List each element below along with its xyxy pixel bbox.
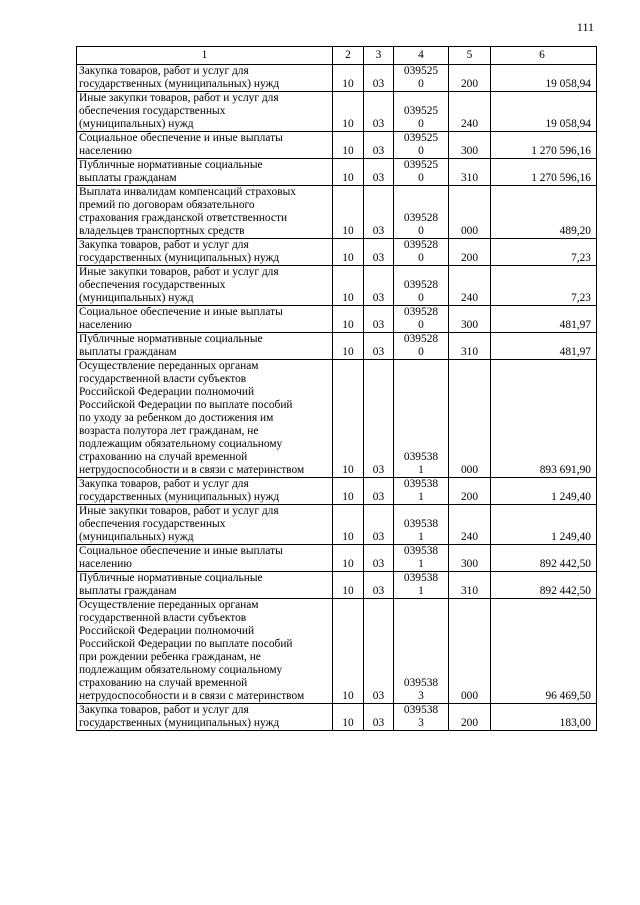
column-header-4: 4 <box>394 47 449 65</box>
target-article-line: 0 <box>418 145 424 157</box>
subsection-cell: 03 <box>364 306 394 333</box>
item-description-line: (муниципальных) нужд <box>79 118 194 130</box>
table-row <box>77 306 597 333</box>
expense-type-cell: 310 <box>449 572 491 599</box>
target-article-cell <box>394 599 449 704</box>
amount-cell: 892 442,50 <box>491 572 597 599</box>
item-description-cell <box>77 306 333 333</box>
item-description-line: Осуществление переданных органам <box>79 360 259 372</box>
expense-type-cell: 200 <box>449 704 491 731</box>
section-cell: 10 <box>333 239 364 266</box>
expense-type-cell: 310 <box>449 159 491 186</box>
item-description-line: государственной власти субъектов <box>79 373 247 385</box>
item-description-line: нетрудоспособности и в связи с материнством <box>79 464 305 476</box>
target-article-line: 039538 <box>403 572 439 584</box>
target-article-cell <box>394 306 449 333</box>
target-article-cell <box>394 186 449 239</box>
target-article-cell <box>394 266 449 306</box>
section-cell: 10 <box>333 704 364 731</box>
item-description-line: подлежащим обязательному социальному <box>79 438 283 450</box>
item-description-line: страхованию на случай временной <box>79 677 248 689</box>
table-row <box>77 186 597 239</box>
section-cell: 10 <box>333 266 364 306</box>
column-header-1: 1 <box>77 47 333 65</box>
amount-cell: 1 249,40 <box>491 505 597 545</box>
target-article-line: 039528 <box>403 306 439 318</box>
item-description-line: Публичные нормативные социальные <box>79 159 263 171</box>
subsection-cell: 03 <box>364 92 394 132</box>
amount-cell: 1 270 596,16 <box>491 159 597 186</box>
target-article-line: 039528 <box>403 279 439 291</box>
item-description-cell <box>77 572 333 599</box>
expense-type-cell: 200 <box>449 65 491 92</box>
target-article-line: 039525 <box>403 132 439 144</box>
table-row <box>77 266 597 306</box>
item-description-cell <box>77 186 333 239</box>
amount-cell: 892 442,50 <box>491 545 597 572</box>
item-description-cell <box>77 159 333 186</box>
section-cell: 10 <box>333 132 364 159</box>
expense-type-cell: 240 <box>449 266 491 306</box>
amount-cell: 19 058,94 <box>491 65 597 92</box>
expense-type-cell: 240 <box>449 505 491 545</box>
target-article-line: 039538 <box>403 451 439 463</box>
section-cell: 10 <box>333 92 364 132</box>
target-article-line: 0 <box>418 252 424 264</box>
item-description-line: Российской Федерации полномочий <box>79 625 255 637</box>
item-description-cell <box>77 92 333 132</box>
target-article-line: 039528 <box>403 333 439 345</box>
target-article-cell <box>394 132 449 159</box>
section-cell: 10 <box>333 360 364 478</box>
amount-cell: 7,23 <box>491 239 597 266</box>
target-article-cell <box>394 92 449 132</box>
column-header-3: 3 <box>364 47 394 65</box>
target-article-cell <box>394 239 449 266</box>
item-description-line: обеспечения государственных <box>79 105 226 117</box>
item-description-line: страхования гражданской ответственности <box>79 212 288 224</box>
table-row <box>77 65 597 92</box>
item-description-line: Закупка товаров, работ и услуг для <box>79 239 249 251</box>
section-cell: 10 <box>333 545 364 572</box>
target-article-cell <box>394 478 449 505</box>
item-description-cell <box>77 266 333 306</box>
subsection-cell: 03 <box>364 572 394 599</box>
target-article-line: 0 <box>418 172 424 184</box>
target-article-line: 0 <box>418 225 424 237</box>
item-description-cell <box>77 478 333 505</box>
item-description-line: выплаты гражданам <box>79 172 177 184</box>
amount-cell: 481,97 <box>491 306 597 333</box>
item-description-line: Социальное обеспечение и иные выплаты <box>79 306 283 318</box>
target-article-cell <box>394 704 449 731</box>
amount-cell: 183,00 <box>491 704 597 731</box>
target-article-line: 039525 <box>403 105 439 117</box>
subsection-cell: 03 <box>364 545 394 572</box>
column-header-5: 5 <box>449 47 491 65</box>
expense-type-cell: 300 <box>449 306 491 333</box>
section-cell: 10 <box>333 159 364 186</box>
subsection-cell: 03 <box>364 159 394 186</box>
item-description-line: Российской Федерации полномочий <box>79 386 255 398</box>
table-row <box>77 599 597 704</box>
item-description-line: Выплата инвалидам компенсаций страховых <box>79 186 296 198</box>
expense-type-cell: 200 <box>449 239 491 266</box>
table-row <box>77 239 597 266</box>
target-article-cell <box>394 545 449 572</box>
column-header-2: 2 <box>333 47 364 65</box>
subsection-cell: 03 <box>364 704 394 731</box>
expense-type-cell: 000 <box>449 599 491 704</box>
item-description-line: населению <box>79 558 132 570</box>
amount-cell: 481,97 <box>491 333 597 360</box>
subsection-cell: 03 <box>364 132 394 159</box>
item-description-line: государственных (муниципальных) нужд <box>79 252 280 264</box>
amount-cell: 489,20 <box>491 186 597 239</box>
item-description-line: обеспечения государственных <box>79 518 226 530</box>
item-description-line: государственных (муниципальных) нужд <box>79 717 280 729</box>
item-description-line: Социальное обеспечение и иные выплаты <box>79 132 283 144</box>
item-description-line: подлежащим обязательному социальному <box>79 664 283 676</box>
item-description-line: обеспечения государственных <box>79 279 226 291</box>
table-row <box>77 545 597 572</box>
table-row <box>77 159 597 186</box>
item-description-cell <box>77 545 333 572</box>
item-description-line: выплаты гражданам <box>79 346 177 358</box>
target-article-line: 039538 <box>403 518 439 530</box>
table-row <box>77 704 597 731</box>
table-row <box>77 505 597 545</box>
item-description-line: (муниципальных) нужд <box>79 292 194 304</box>
target-article-line: 0 <box>418 78 424 90</box>
section-cell: 10 <box>333 333 364 360</box>
item-description-line: Российской Федерации по выплате пособий <box>79 638 293 650</box>
amount-cell: 1 270 596,16 <box>491 132 597 159</box>
expense-type-cell: 000 <box>449 186 491 239</box>
table-row <box>77 92 597 132</box>
subsection-cell: 03 <box>364 505 394 545</box>
expense-type-cell: 240 <box>449 92 491 132</box>
expense-type-cell: 300 <box>449 545 491 572</box>
item-description-line: страхованию на случай временной <box>79 451 248 463</box>
target-article-line: 039528 <box>403 239 439 251</box>
target-article-line: 1 <box>418 531 424 543</box>
item-description-line: Осуществление переданных органам <box>79 599 259 611</box>
item-description-line: Российской Федерации по выплате пособий <box>79 399 293 411</box>
budget-table <box>76 46 597 731</box>
item-description-line: Закупка товаров, работ и услуг для <box>79 65 249 77</box>
target-article-line: 0 <box>418 118 424 130</box>
section-cell: 10 <box>333 306 364 333</box>
item-description-line: Публичные нормативные социальные <box>79 572 263 584</box>
item-description-cell <box>77 65 333 92</box>
item-description-line: по уходу за ребенком до достижения им <box>79 412 274 424</box>
amount-cell: 19 058,94 <box>491 92 597 132</box>
section-cell: 10 <box>333 505 364 545</box>
target-article-line: 039538 <box>403 704 439 716</box>
item-description-cell <box>77 599 333 704</box>
target-article-line: 3 <box>418 690 424 702</box>
subsection-cell: 03 <box>364 333 394 360</box>
target-article-line: 039528 <box>403 212 439 224</box>
subsection-cell: 03 <box>364 239 394 266</box>
item-description-cell <box>77 333 333 360</box>
item-description-line: государственной власти субъектов <box>79 612 247 624</box>
item-description-line: премий по договорам обязательного <box>79 199 255 211</box>
target-article-line: 039538 <box>403 545 439 557</box>
item-description-line: населению <box>79 319 132 331</box>
section-cell: 10 <box>333 572 364 599</box>
item-description-cell <box>77 704 333 731</box>
target-article-line: 039538 <box>403 478 439 490</box>
amount-cell: 96 469,50 <box>491 599 597 704</box>
target-article-line: 039525 <box>403 65 439 77</box>
subsection-cell: 03 <box>364 599 394 704</box>
item-description-line: Закупка товаров, работ и услуг для <box>79 478 249 490</box>
target-article-line: 0 <box>418 292 424 304</box>
subsection-cell: 03 <box>364 65 394 92</box>
item-description-line: при рождении ребенка гражданам, не <box>79 651 261 663</box>
item-description-line: Иные закупки товаров, работ и услуг для <box>79 92 279 104</box>
page-number: 111 <box>576 20 594 34</box>
table-row <box>77 478 597 505</box>
item-description-line: (муниципальных) нужд <box>79 531 194 543</box>
item-description-line: государственных (муниципальных) нужд <box>79 78 280 90</box>
table-row <box>77 572 597 599</box>
target-article-line: 1 <box>418 558 424 570</box>
section-cell: 10 <box>333 65 364 92</box>
target-article-line: 039525 <box>403 159 439 171</box>
item-description-line: Публичные нормативные социальные <box>79 333 263 345</box>
target-article-line: 0 <box>418 346 424 358</box>
amount-cell: 7,23 <box>491 266 597 306</box>
target-article-cell <box>394 333 449 360</box>
amount-cell: 893 691,90 <box>491 360 597 478</box>
target-article-cell <box>394 360 449 478</box>
item-description-line: государственных (муниципальных) нужд <box>79 491 280 503</box>
target-article-line: 0 <box>418 319 424 331</box>
item-description-line: выплаты гражданам <box>79 585 177 597</box>
subsection-cell: 03 <box>364 360 394 478</box>
item-description-line: Закупка товаров, работ и услуг для <box>79 704 249 716</box>
section-cell: 10 <box>333 186 364 239</box>
item-description-line: населению <box>79 145 132 157</box>
target-article-line: 1 <box>418 464 424 476</box>
item-description-line: возраста полутора лет гражданам, не <box>79 425 259 437</box>
expense-type-cell: 000 <box>449 360 491 478</box>
item-description-cell <box>77 360 333 478</box>
section-cell: 10 <box>333 599 364 704</box>
expense-type-cell: 300 <box>449 132 491 159</box>
item-description-line: Иные закупки товаров, работ и услуг для <box>79 505 279 517</box>
item-description-cell <box>77 239 333 266</box>
section-cell: 10 <box>333 478 364 505</box>
item-description-line: владельцев транспортных средств <box>79 225 245 237</box>
expense-type-cell: 200 <box>449 478 491 505</box>
item-description-cell <box>77 132 333 159</box>
item-description-line: нетрудоспособности и в связи с материнством <box>79 690 305 702</box>
target-article-line: 1 <box>418 491 424 503</box>
table-row <box>77 333 597 360</box>
target-article-line: 3 <box>418 717 424 729</box>
target-article-line: 1 <box>418 585 424 597</box>
table-header-row <box>77 47 597 65</box>
target-article-cell <box>394 159 449 186</box>
target-article-cell <box>394 572 449 599</box>
target-article-line: 039538 <box>403 677 439 689</box>
table-row <box>77 132 597 159</box>
item-description-cell <box>77 505 333 545</box>
expense-type-cell: 310 <box>449 333 491 360</box>
amount-cell: 1 249,40 <box>491 478 597 505</box>
item-description-line: Иные закупки товаров, работ и услуг для <box>79 266 279 278</box>
target-article-cell <box>394 65 449 92</box>
table-row <box>77 360 597 478</box>
subsection-cell: 03 <box>364 266 394 306</box>
item-description-line: Социальное обеспечение и иные выплаты <box>79 545 283 557</box>
target-article-cell <box>394 505 449 545</box>
subsection-cell: 03 <box>364 478 394 505</box>
column-header-6: 6 <box>491 47 597 65</box>
subsection-cell: 03 <box>364 186 394 239</box>
